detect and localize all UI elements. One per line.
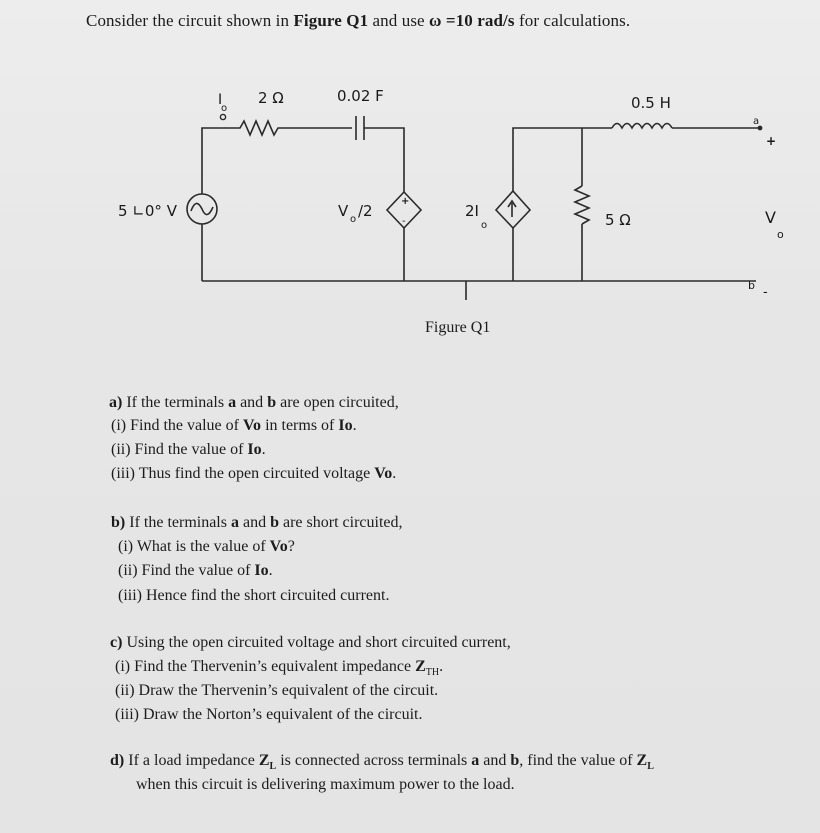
part-b-i	[118, 538, 295, 556]
part-d-line2	[136, 776, 515, 794]
term-a: a	[230, 514, 239, 531]
text: (ii) Draw the Thervenin’s equivalent of the circuit.	[115, 682, 439, 699]
text: .	[439, 658, 444, 675]
text: in terms of	[261, 417, 339, 434]
text: (iii) Hence find the short circuited current.	[118, 587, 390, 604]
resistor-5-label: 5 Ω	[605, 211, 631, 229]
terminal-plus: +	[766, 134, 777, 148]
stem-text: Consider the circuit shown in	[86, 11, 294, 30]
text: are short circuited,	[279, 514, 403, 531]
part-c-ii	[115, 682, 438, 700]
dependent-current-source	[496, 191, 530, 228]
part-c-iii	[115, 706, 422, 724]
stem-text: for calculations.	[514, 11, 631, 30]
z-l: Z	[258, 752, 270, 769]
text: are open circuited,	[276, 394, 399, 411]
part-b-label: b)	[111, 514, 126, 531]
part-c-intro	[110, 634, 511, 652]
vo: Vo	[374, 465, 393, 482]
wire	[513, 128, 612, 191]
text: (iii) Draw the Norton’s equivalent of the circuit.	[115, 706, 423, 723]
stem-figure-ref: Figure Q1	[293, 11, 369, 30]
dep-voltage-plus: +	[401, 196, 410, 207]
z-th-sub: TH	[425, 667, 440, 679]
io: Io	[254, 562, 269, 579]
part-a-intro	[109, 394, 399, 412]
text: If the terminals	[126, 394, 229, 411]
part-d-line1	[110, 752, 654, 772]
dep-voltage-label: V	[338, 202, 349, 220]
part-c-i	[115, 658, 443, 678]
io: Io	[338, 417, 353, 434]
part-b-intro	[111, 514, 403, 532]
terminal-b-label: b	[748, 279, 755, 292]
text: .	[352, 417, 357, 434]
term-b: b	[270, 514, 279, 531]
text: Using the open circuited voltage and short circuited current,	[126, 634, 511, 651]
io-terminal	[220, 114, 225, 119]
io-label-sub: o	[221, 103, 228, 114]
z-l-sub: L	[647, 761, 654, 773]
term-b: b	[510, 752, 520, 769]
io: Io	[247, 441, 262, 458]
part-a-ii	[111, 441, 266, 459]
dep-current-label: 2I	[465, 202, 479, 220]
text: ?	[287, 538, 295, 555]
z-l-sub: L	[269, 761, 277, 773]
wire	[364, 128, 404, 192]
text: , find the value of	[519, 752, 637, 769]
terminal-minus: -	[763, 285, 768, 300]
part-d-label: d)	[110, 752, 125, 769]
part-b-iii	[118, 587, 389, 605]
term-b: b	[267, 394, 277, 411]
dep-current-sub: o	[481, 220, 488, 231]
text: when this circuit is delivering maximum power to the load.	[136, 776, 515, 793]
term-a: a	[228, 394, 237, 411]
text: (ii) Find the value of	[111, 441, 248, 458]
wire	[202, 128, 224, 188]
part-a-iii	[111, 465, 396, 483]
text: If the terminals	[129, 514, 231, 531]
part-b-ii	[118, 562, 273, 580]
vo: Vo	[242, 417, 262, 434]
z-l: Z	[636, 752, 648, 769]
text: (iii) Thus find the open circuited voltage	[111, 465, 375, 482]
terminal-a-label: a	[753, 116, 760, 127]
dep-voltage-sub: o	[350, 214, 357, 225]
circuit-diagram	[0, 0, 820, 340]
text: (ii) Find the value of	[118, 562, 255, 579]
resistor-2-label: 2 Ω	[258, 89, 284, 107]
part-a-label: a)	[109, 394, 123, 411]
resistor-5-ohm	[575, 186, 589, 224]
text: and	[238, 514, 271, 531]
inductor-label: 0.5 H	[631, 94, 671, 112]
part-c-label: c)	[110, 634, 123, 651]
vo: Vo	[269, 538, 288, 555]
stem-text: and use	[368, 11, 430, 30]
output-label: V	[765, 208, 776, 227]
text: (i) Find the value of	[111, 417, 243, 434]
resistor-2-ohm	[224, 121, 352, 135]
text: and	[236, 394, 268, 411]
dep-voltage-minus: -	[402, 216, 406, 227]
text: .	[261, 441, 266, 458]
text: and	[479, 752, 511, 769]
text: If a load impedance	[128, 752, 259, 769]
source-label: 5 ∟0° V	[118, 202, 177, 220]
sine-glyph	[191, 203, 213, 214]
figure-caption: Figure Q1	[425, 319, 491, 336]
term-a: a	[471, 752, 480, 769]
text: .	[392, 465, 397, 482]
dep-voltage-suffix: /2	[358, 202, 373, 220]
capacitor-label: 0.02 F	[337, 87, 384, 105]
text: (i) What is the value of	[118, 538, 270, 555]
inductor-0.5h	[612, 124, 672, 129]
io-label: I	[218, 92, 223, 108]
output-label-sub: o	[777, 228, 784, 241]
text: is connected across terminals	[276, 752, 472, 769]
part-a-i	[111, 417, 357, 435]
z-th: Z	[415, 658, 426, 675]
text: .	[268, 562, 273, 579]
text: (i) Find the Thervenin’s equivalent impedance	[115, 658, 416, 675]
stem-omega: ω =10 rad/s	[429, 11, 515, 30]
